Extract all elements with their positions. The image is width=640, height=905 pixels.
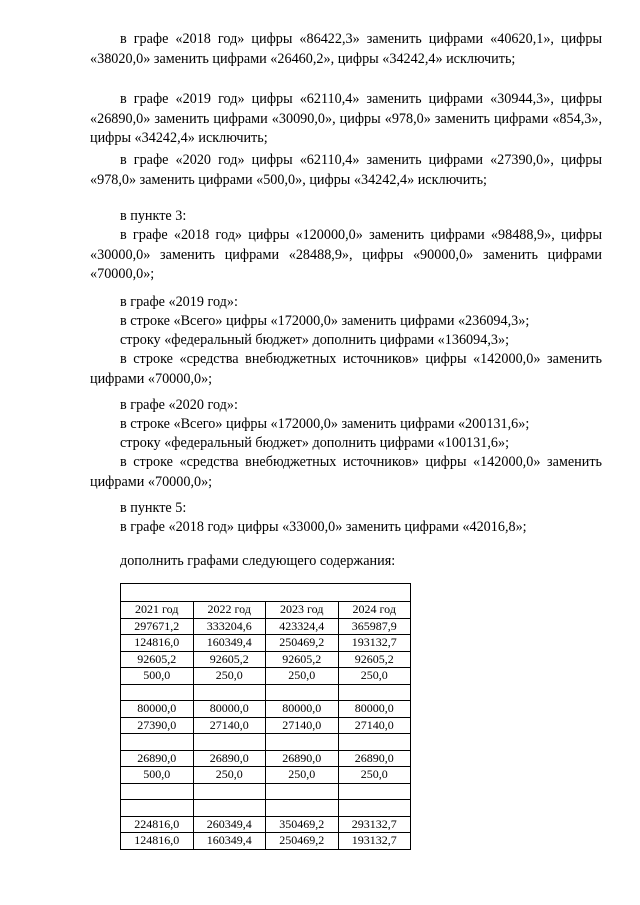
- table-row: [121, 833, 411, 850]
- table-cell: 250469,2: [266, 635, 339, 652]
- paragraph-2020-total: в строке «Всего» цифры «172000,0» заменить цифрами «200131,6»;: [120, 416, 530, 432]
- table-row: [121, 618, 411, 635]
- table-cell: 293132,7: [338, 816, 411, 833]
- table-cell: [266, 684, 339, 701]
- table-cell: [121, 584, 411, 602]
- additional-columns-table: [120, 583, 411, 850]
- table-cell: 80000,0: [121, 701, 194, 718]
- table-cell: 500,0: [121, 767, 194, 784]
- table-cell: 27140,0: [266, 717, 339, 734]
- table-empty-top-row: [121, 584, 411, 602]
- table-row: [121, 635, 411, 652]
- table-cell: 250469,2: [266, 833, 339, 850]
- table-cell: [266, 783, 339, 800]
- table-cell: 92605,2: [266, 651, 339, 668]
- table-header-2023: 2023 год: [266, 602, 339, 619]
- table-cell: 250,0: [266, 767, 339, 784]
- table-row: [121, 684, 411, 701]
- table-cell: 26890,0: [193, 750, 266, 767]
- table-cell: 124816,0: [121, 833, 194, 850]
- paragraph-2019-changes: в графе «2019 год» цифры «62110,4» заменить цифрами «30944,3», цифры «26890,0» заменить цифрами «30090,0», цифры «978,0» заменить цифрами «854,3», цифры «34242,4» исключить;: [90, 91, 602, 147]
- table-cell: 92605,2: [338, 651, 411, 668]
- table-row: [121, 816, 411, 833]
- table-cell: 193132,7: [338, 635, 411, 652]
- table-cell: [121, 734, 194, 751]
- table-cell: [338, 800, 411, 817]
- table-row: [121, 767, 411, 784]
- table-cell: [121, 783, 194, 800]
- table-row: [121, 734, 411, 751]
- table-cell: [266, 734, 339, 751]
- paragraph-point-3: в пункте 3:: [120, 208, 187, 224]
- table-cell: 92605,2: [121, 651, 194, 668]
- table-header-2024: 2024 год: [338, 602, 411, 619]
- table-row: [121, 651, 411, 668]
- table-cell: 27390,0: [121, 717, 194, 734]
- table-cell: [338, 734, 411, 751]
- table-cell: 124816,0: [121, 635, 194, 652]
- table-cell: 260349,4: [193, 816, 266, 833]
- table-cell: [338, 783, 411, 800]
- table-row: [121, 783, 411, 800]
- table-cell: 80000,0: [266, 701, 339, 718]
- table-cell: 92605,2: [193, 651, 266, 668]
- table-cell: 27140,0: [193, 717, 266, 734]
- paragraph-point-5-2018: в графе «2018 год» цифры «33000,0» заменить цифрами «42016,8»;: [120, 519, 527, 535]
- table-header-row: [121, 602, 411, 619]
- table-cell: [193, 800, 266, 817]
- table-cell: 297671,2: [121, 618, 194, 635]
- paragraph-point-3-2018: в графе «2018 год» цифры «120000,0» заменить цифрами «98488,9», цифры «30000,0» заменить цифрами «28488,9», цифры «90000,0» заменить цифрами «70000,0»;: [90, 227, 602, 283]
- table-cell: 500,0: [121, 668, 194, 685]
- table-cell: [338, 684, 411, 701]
- table-row: [121, 717, 411, 734]
- table-row: [121, 668, 411, 685]
- table-row: [121, 800, 411, 817]
- paragraph-2018-changes: в графе «2018 год» цифры «86422,3» заменить цифрами «40620,1», цифры «38020,0» заменить цифрами «26460,2», цифры «34242,4» исключить;: [90, 31, 602, 67]
- table-cell: 160349,4: [193, 635, 266, 652]
- table-cell: 27140,0: [338, 717, 411, 734]
- table-row: [121, 750, 411, 767]
- table-cell: 365987,9: [338, 618, 411, 635]
- table-cell: 423324,4: [266, 618, 339, 635]
- paragraph-2020-changes: в графе «2020 год» цифры «62110,4» заменить цифрами «27390,0», цифры «978,0» заменить цифрами «500,0», цифры «34242,4» исключить;: [90, 152, 602, 188]
- table-cell: [193, 684, 266, 701]
- table-cell: 250,0: [338, 767, 411, 784]
- table-cell: [193, 734, 266, 751]
- paragraph-2019-federal: строку «федеральный бюджет» дополнить цифрами «136094,3»;: [120, 332, 510, 348]
- table-cell: 224816,0: [121, 816, 194, 833]
- paragraph-2020-heading: в графе «2020 год»:: [120, 397, 238, 413]
- table-header-2021: 2021 год: [121, 602, 194, 619]
- table-cell: 26890,0: [266, 750, 339, 767]
- table-cell: 250,0: [193, 767, 266, 784]
- table-cell: [266, 800, 339, 817]
- paragraph-2019-total: в строке «Всего» цифры «172000,0» заменить цифрами «236094,3»;: [120, 313, 530, 329]
- table-row: [121, 701, 411, 718]
- paragraph-2020-federal: строку «федеральный бюджет» дополнить цифрами «100131,6»;: [120, 435, 510, 451]
- table-cell: [121, 684, 194, 701]
- paragraph-add-columns: дополнить графами следующего содержания:: [120, 553, 396, 569]
- table-cell: 350469,2: [266, 816, 339, 833]
- table-cell: 26890,0: [121, 750, 194, 767]
- paragraph-2019-heading: в графе «2019 год»:: [120, 294, 238, 310]
- table-cell: [121, 800, 194, 817]
- table-cell: 193132,7: [338, 833, 411, 850]
- table-cell: 250,0: [338, 668, 411, 685]
- paragraph-2019-extrabudget: в строке «средства внебюджетных источников» цифры «142000,0» заменить цифрами «70000,0»;: [90, 351, 602, 387]
- table-header-2022: 2022 год: [193, 602, 266, 619]
- table-cell: 160349,4: [193, 833, 266, 850]
- table-cell: 333204,6: [193, 618, 266, 635]
- table-cell: 250,0: [193, 668, 266, 685]
- paragraph-point-5: в пункте 5:: [120, 500, 187, 516]
- table-cell: 26890,0: [338, 750, 411, 767]
- paragraph-2020-extrabudget: в строке «средства внебюджетных источников» цифры «142000,0» заменить цифрами «70000,0»;: [90, 454, 602, 490]
- table-cell: 80000,0: [338, 701, 411, 718]
- table-cell: 80000,0: [193, 701, 266, 718]
- table-cell: [193, 783, 266, 800]
- table-cell: 250,0: [266, 668, 339, 685]
